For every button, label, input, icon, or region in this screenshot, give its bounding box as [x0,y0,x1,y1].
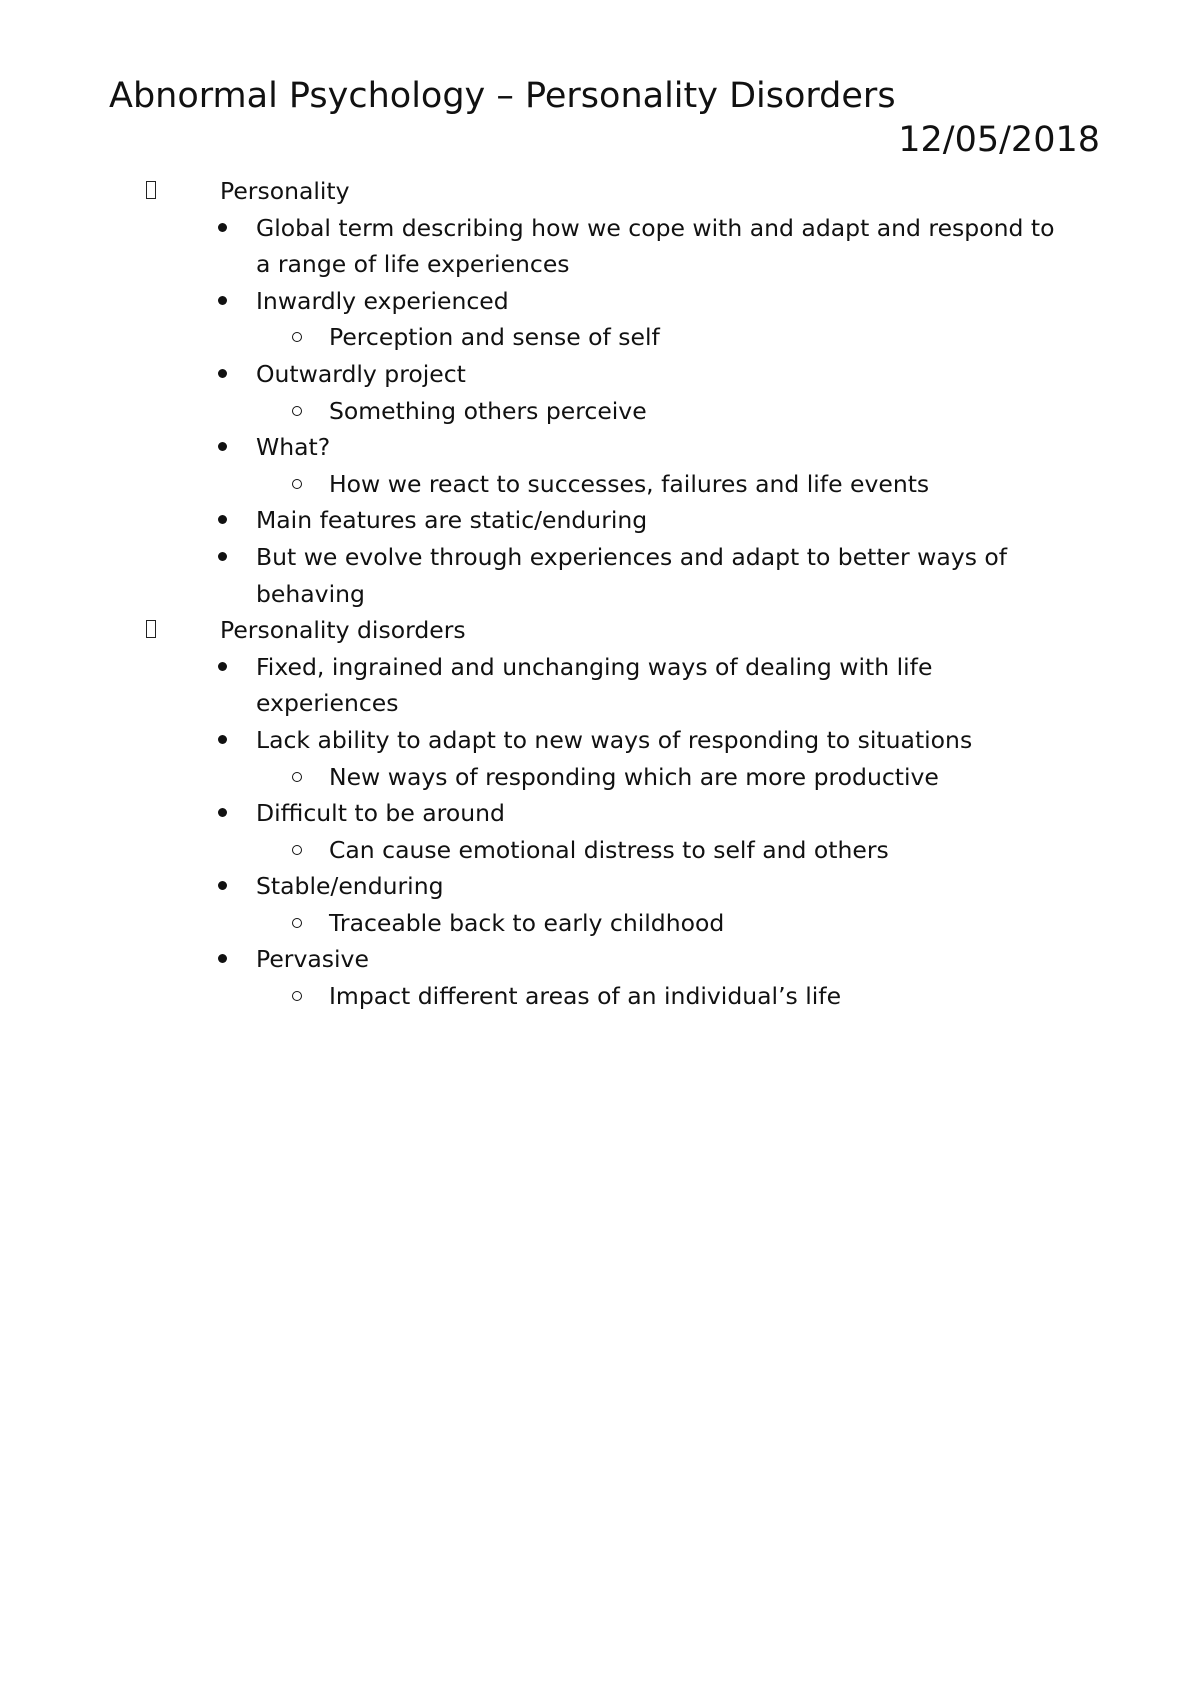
hollow-bullet-icon [292,845,302,855]
filled-bullet-icon [218,662,227,671]
square-bullet-icon [146,181,156,199]
outline-item-text: But we evolve through experiences and adapt to better ways of behaving [256,542,1008,608]
outline-item-text: What? [256,433,331,462]
outline-item-level-2 [0,941,1056,978]
outline-item-level-2 [0,539,1056,612]
outline-item-level-2 [0,210,1056,283]
outline-item-text: Lack ability to adapt to new ways of responding to situations [256,725,973,754]
hollow-bullet-icon [292,332,302,342]
filled-bullet-icon [218,881,227,890]
outline-item-text: How we react to successes, failures and life events [329,469,930,498]
outline-item-level-2 [0,795,1056,832]
outline-item-level-3 [0,832,1200,869]
filled-bullet-icon [218,954,227,963]
outline-item-level-2 [0,649,1056,722]
outline-item-text: Inwardly experienced [256,286,509,315]
document-date: 12/05/2018 [898,120,1100,160]
outline-item-text: Impact different areas of an individual’s life [329,982,842,1011]
outline-item-text: Personality [220,177,350,205]
filled-bullet-icon [218,515,227,524]
outline-item-text: Fixed, ingrained and unchanging ways of dealing with life experiences [256,652,933,718]
outline-item-text: New ways of responding which are more productive [329,762,939,791]
outline-item-level-3 [0,905,1200,942]
filled-bullet-icon [218,369,227,378]
filled-bullet-icon [218,442,227,451]
outline-item-level-3 [0,466,1200,503]
outline-item-text: Can cause emotional distress to self and others [329,835,889,864]
outline-item-level-2 [0,429,1056,466]
outline-item-level-1 [0,173,1200,210]
outline-item-level-3 [0,759,1200,796]
outline-item-level-2 [0,868,1056,905]
hollow-bullet-icon [292,991,302,1001]
square-bullet-icon [146,620,156,638]
outline-item-level-2 [0,356,1056,393]
outline-item-level-3 [0,393,1200,430]
outline-item-text: Main features are static/enduring [256,506,648,535]
outline-item-text: Global term describing how we cope with and adapt and respond to a range of life experiences [256,213,1055,279]
document-title: Abnormal Psychology – Personality Disorders [109,76,896,116]
filled-bullet-icon [218,223,227,232]
outline-item-text: Outwardly project [256,359,466,388]
outline-item-text: Perception and sense of self [329,323,660,352]
outline-item-text: Something others perceive [329,396,647,425]
filled-bullet-icon [218,552,227,561]
hollow-bullet-icon [292,479,302,489]
notes-outline [0,173,1200,1015]
hollow-bullet-icon [292,918,302,928]
outline-item-text: Difficult to be around [256,799,505,828]
outline-item-text: Stable/enduring [256,872,444,901]
outline-item-level-2 [0,502,1056,539]
filled-bullet-icon [218,296,227,305]
outline-item-level-1 [0,612,1200,649]
outline-item-text: Pervasive [256,945,369,974]
filled-bullet-icon [218,808,227,817]
outline-item-level-2 [0,283,1056,320]
outline-item-level-3 [0,319,1200,356]
outline-item-text: Personality disorders [220,616,466,645]
outline-item-level-2 [0,722,1056,759]
filled-bullet-icon [218,735,227,744]
hollow-bullet-icon [292,772,302,782]
outline-item-level-3 [0,978,1200,1015]
hollow-bullet-icon [292,406,302,416]
outline-item-text: Traceable back to early childhood [329,908,725,937]
